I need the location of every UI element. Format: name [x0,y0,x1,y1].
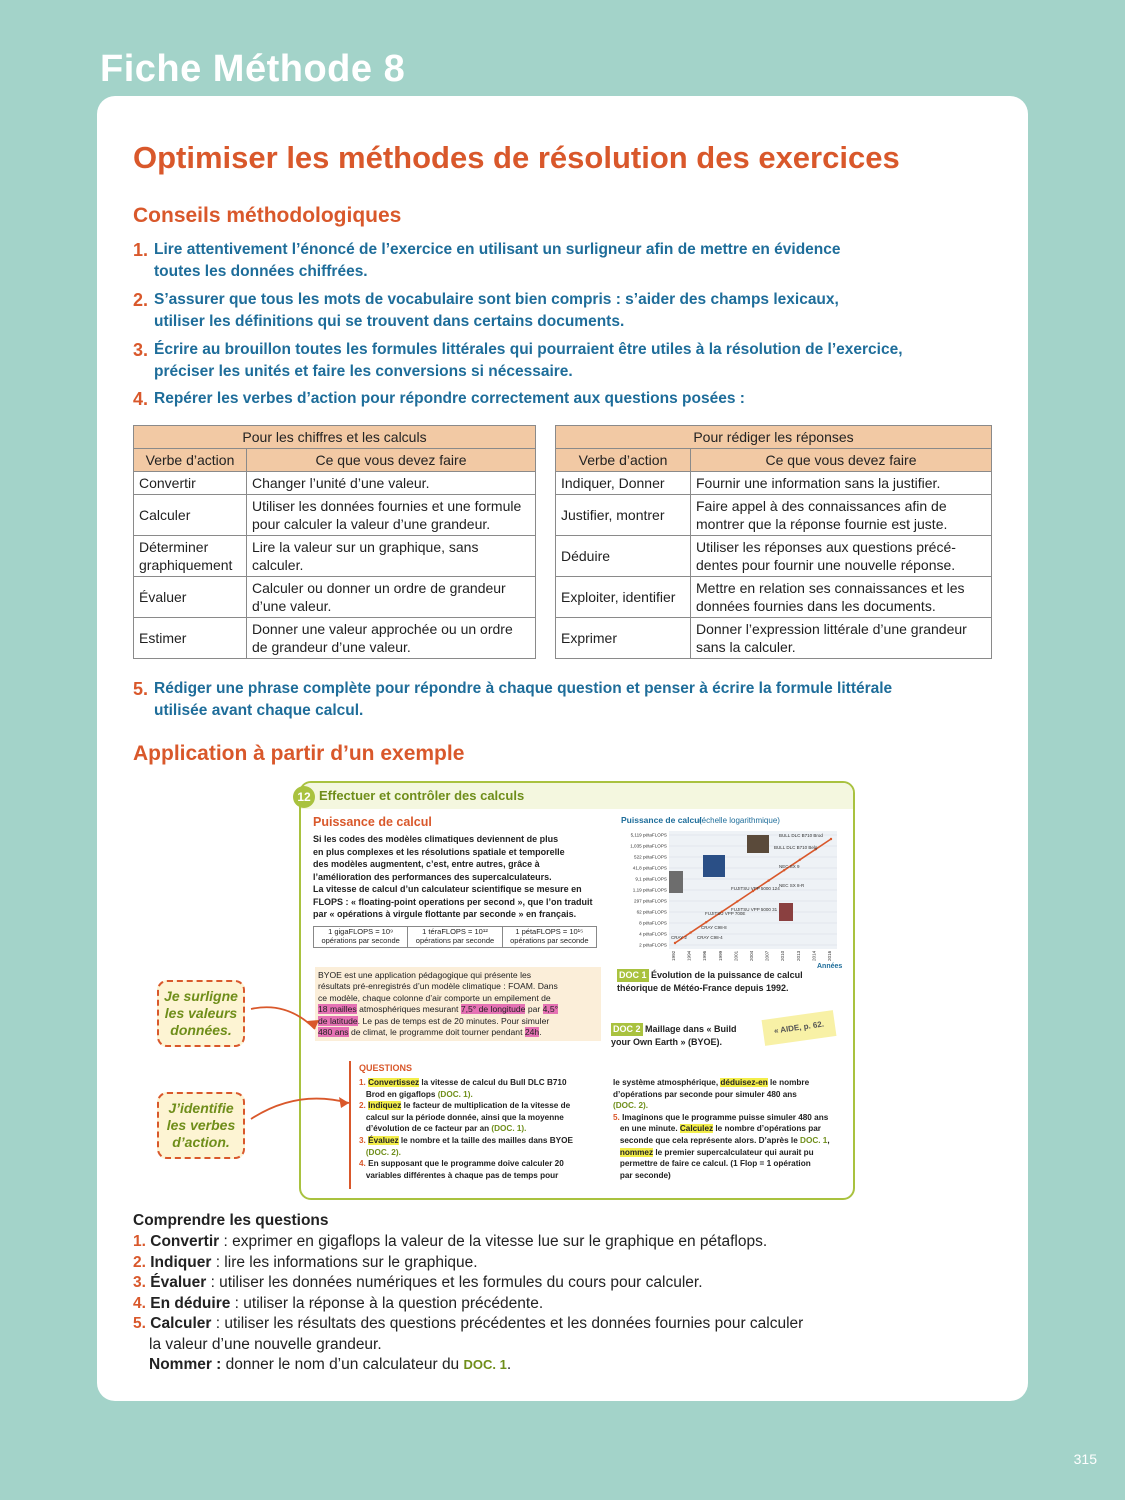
arrow-head [339,1097,349,1108]
table-cell-verb: Évaluer [134,577,247,618]
step-text: Repérer les verbes d’action pour répondre correctement aux questions posées : [154,390,745,407]
performance-chart [619,813,847,973]
y-tick-label: 62 pétaFLOPS [636,909,667,915]
table-cell-do: Utiliser les données fournies et une formule pour calculer la valeur d’une grandeur. [247,495,536,536]
section-title-application: Application à partir d’un exemple [133,742,465,765]
y-tick-label: 8 pétaFLOPS [639,920,667,926]
column-header: Ce que vous devez faire [691,449,992,472]
y-tick-label: 297 pétaFLOPS [634,898,667,904]
x-tick-label: 2004 [749,950,754,961]
list-item-continued: la valeur d’une nouvelle grandeur. [149,1335,382,1353]
supercomputer-photo [779,903,793,921]
step-text: utilisée avant chaque calcul. [154,702,364,719]
supercomputer-photo [703,855,725,877]
table-cell-verb: Calculer [134,495,247,536]
unit-peta: 1 pétaFLOPS = 10¹⁵ opérations par seconde [510,927,589,945]
question-4-continued: le système atmosphérique, déduisez-en le nombre d’opérations par seconde pour simuler 480 ans (DOC. 2). [613,1078,810,1111]
page-title: Optimiser les méthodes de résolution des exercices [133,140,900,175]
chart-ylabel: (échelle logarithmique) [699,816,780,825]
chart-annotation: BULL DLC B710 Belg [774,845,818,850]
table-cell-verb: Déduire [556,536,691,577]
questions-col-right [613,1077,845,1181]
column-header: Verbe d’action [556,449,691,472]
exercise-title: Effectuer et contrôler des calculs [319,788,525,803]
table-caption: Pour rédiger les réponses [556,426,992,449]
step-number: 4. [133,389,149,409]
table-cell-do: Donner une valeur approchée ou un ordre de grandeur d’une valeur. [247,618,536,659]
x-tick-label: 1994 [686,950,692,961]
step-text: utiliser les définitions qui se trouvent dans certains documents. [154,313,625,330]
x-tick-label: 1999 [717,950,723,961]
y-tick-label: 522 pétaFLOPS [634,854,667,860]
question-2: 2. Indiquez le facteur de multiplication de la vitesse de calcul sur la période donnée, ainsi que la moyenne d’évolution de ce facteur par an (DOC. 1). [359,1101,571,1134]
page-number: 315 [1073,1451,1097,1467]
list-item: 5. Calculer : utiliser les résultats des questions précédentes et les données fournies pour calculer [133,1315,804,1332]
step-3 [133,339,993,383]
column-header: Ce que vous devez faire [247,449,536,472]
table-cell-do: Fournir une information sans la justifier. [691,472,992,495]
arrow-line [251,1007,315,1029]
table-cell-do: Lire la valeur sur un graphique, sans calculer. [247,536,536,577]
page-header-title: Fiche Méthode 8 [100,48,406,90]
list-item: 1. Convertir : exprimer en gigaflops la valeur de la vitesse lue sur le graphique en pétaflops. [133,1233,768,1250]
table-cell-verb: Convertir [134,472,247,495]
table-cell-verb: Déterminer graphiquement [134,536,247,577]
step-text: préciser les unités et faire les conversions si nécessaire. [154,363,573,380]
y-tick-label: 1,035 pétaFLOPS [630,843,667,849]
table-cell-verb: Justifier, montrer [556,495,691,536]
chart-annotation: NEC SX 9 [779,864,800,869]
chart-annotation: CRAY C98-8 [701,925,727,930]
chart-annotation: BULL DLC B710 Brod [779,833,823,838]
list-item: 3. Évaluer : utiliser les données numériques et les formules du cours pour calculer. [133,1274,703,1291]
y-tick-label: 9,1 pétaFLOPS [635,876,667,882]
comprendre-title: Comprendre les questions [133,1212,329,1229]
doc2-caption: DOC 2 Maillage dans « Build your Own Earth » (BYOE). [611,1024,737,1047]
step-5 [133,678,993,722]
exercise-example [299,781,855,1200]
x-tick-label: 2007 [764,950,770,961]
question-4: 4. En supposant que le programme doive calculer 20 variables différentes à chaque pas de temps pour [359,1159,564,1180]
supercomputer-photo [669,871,683,893]
arrow-line [251,1099,349,1119]
step-text: toutes les données chiffrées. [154,263,368,280]
units-box [313,926,597,948]
step-number: 5. [133,679,149,699]
chart-title: Puissance de calcul [621,815,702,825]
byoe-text: BYOE est une application pédagogique qui présente les résultats pré-enregistrés d’un modèle climatique : FOAM. Dans ce modèle, chaque colonne d’air comporte un empilement de 18 mailles atmosphériques mesurant 7,5° de longitude par 4,5° de latitude. Le pas de temps est de 20 minutes. Pour simuler 480 ans de climat, le programme doit tourner pendant 24h. [315,967,601,1041]
verbs-table-calculs [133,425,536,659]
chart-annotation: CRAY 2 [671,935,687,940]
step-text: Rédiger une phrase complète pour répondre à chaque question et penser à écrire la formule littérale [154,680,893,697]
x-tick-label: 2013 [795,950,801,961]
questions-col-left [359,1077,599,1181]
table-cell-do: Mettre en relation ses connaissances et les données fournies dans les documents. [691,577,992,618]
table-cell-do: Calculer ou donner un ordre de grandeur d’une valeur. [247,577,536,618]
question-3: 3. Évaluez le nombre et la taille des mailles dans BYOE (DOC. 2). [359,1135,573,1157]
supercomputer-photo [747,835,769,853]
question-5: 5. Imaginons que le programme puisse simuler 480 ans en une minute. Calculez le nombre d’opérations par seconde que cela représente alors. D’après le DOC. 1, nommez le premier supercalculateur qui aurait pu permettre de faire ce calcul. (1 Flop = 1 opération par seconde) [613,1112,830,1180]
x-tick-label: 1992 [671,950,676,961]
step-text: Lire attentivement l’énoncé de l’exercice en utilisant un surligneur afin de mettre en évidence [154,241,841,258]
table-cell-do: Donner l’expression littérale d’une grandeur sans la calculer. [691,618,992,659]
table-caption: Pour les chiffres et les calculs [134,426,536,449]
x-tick-label: 1996 [702,950,708,961]
chart-annotation: NEC SX 8-R [779,883,805,888]
callout-identifie: J’identifie les verbes d’action. [157,1092,245,1159]
chart-annotation: FUJITSU VPP 5000 124 [731,886,780,891]
chart-annotation: FUJITSU VPP 700E [705,911,746,916]
step-4 [133,388,993,410]
chart-annotation: FUJITSU VPP 5000 31 [731,907,778,912]
step-2 [133,289,993,333]
chart-annotation: CRAY C98-4 [697,935,723,940]
verbs-table-reponses [555,425,992,659]
content-card [97,96,1028,1401]
x-tick-label: 2014 [811,950,817,961]
y-tick-label: 41,8 pétaFLOPS [632,865,667,871]
section-title-conseils: Conseils méthodologiques [133,204,402,227]
y-tick-label: 4 pétaFLOPS [639,931,667,937]
unit-tera: 1 téraFLOPS = 10¹² opérations par seconde [408,927,502,947]
y-tick-label: 1,19 pétaFLOPS [632,887,667,893]
x-tick-label: 2016 [827,950,832,961]
step-number: 3. [133,340,149,360]
step-text: Écrire au brouillon toutes les formules littérales qui pourraient être utiles à la résolution de l’exercice, [154,341,903,358]
step-number: 2. [133,290,149,310]
doc1-caption: DOC 1 Évolution de la puissance de calcul théorique de Météo-France depuis 1992. [617,970,803,993]
list-item: 2. Indiquer : lire les informations sur le graphique. [133,1253,478,1271]
question-1: 1. Convertissez la vitesse de calcul du Bull DLC B710 Brod en gigaflops (DOC. 1). [359,1078,567,1099]
unit-giga: 1 gigaFLOPS = 10⁹ opérations par seconde [314,927,408,947]
step-text: S’assurer que tous les mots de vocabulaire sont bien compris : s’aider des champs lexicaux, [154,291,839,308]
callout-arrows [247,991,357,1131]
table-cell-verb: Exploiter, identifier [556,577,691,618]
table-cell-do: Changer l’unité d’une valeur. [247,472,536,495]
aide-note: « AIDE, p. 62. [762,1010,837,1046]
table-cell-verb: Exprimer [556,618,691,659]
exercise-header [297,783,853,809]
column-header: Verbe d’action [134,449,247,472]
step-number: 1. [133,240,149,260]
table-cell-verb: Indiquer, Donner [556,472,691,495]
table-cell-verb: Estimer [134,618,247,659]
table-cell-do: Utiliser les réponses aux questions précé- dentes pour fournir une nouvelle réponse. [691,536,992,577]
list-item: 4. En déduire : utiliser la réponse à la question précédente. [133,1294,544,1312]
x-tick-label: 2001 [733,950,739,961]
exercise-subtitle: Puissance de calcul [313,815,432,829]
exercise-number: 12 [293,786,315,808]
x-tick-label: 2010 [780,950,786,961]
exercise-intro: Si les codes des modèles climatiques deviennent de plus en plus complexes et les résolutions spatiale et temporelle des modèles augmentent, c’est, entre autres, grâce à l’amélioration des performances des supercalculateurs. La vitesse de calcul d’un calculateur scientifique se mesure en FLOPS : « floating-point operations per second », que l’on traduit par « opérations à virgule flottante par seconde » en français. [313,834,593,919]
y-tick-label: 5,119 pétaFLOPS [630,832,667,838]
list-item-nommer: Nommer : donner le nom d’un calculateur du DOC. 1. [149,1356,512,1373]
chart-xlabel: Années [817,963,843,970]
step-1 [133,239,993,283]
comprendre-list [133,1232,803,1376]
y-tick-label: 2 pétaFLOPS [639,942,667,948]
questions-title: QUESTIONS [359,1063,413,1073]
table-cell-do: Faire appel à des connaissances afin de montrer que la réponse fournie est juste. [691,495,992,536]
callout-surligne: Je surligne les valeurs données. [157,980,245,1047]
